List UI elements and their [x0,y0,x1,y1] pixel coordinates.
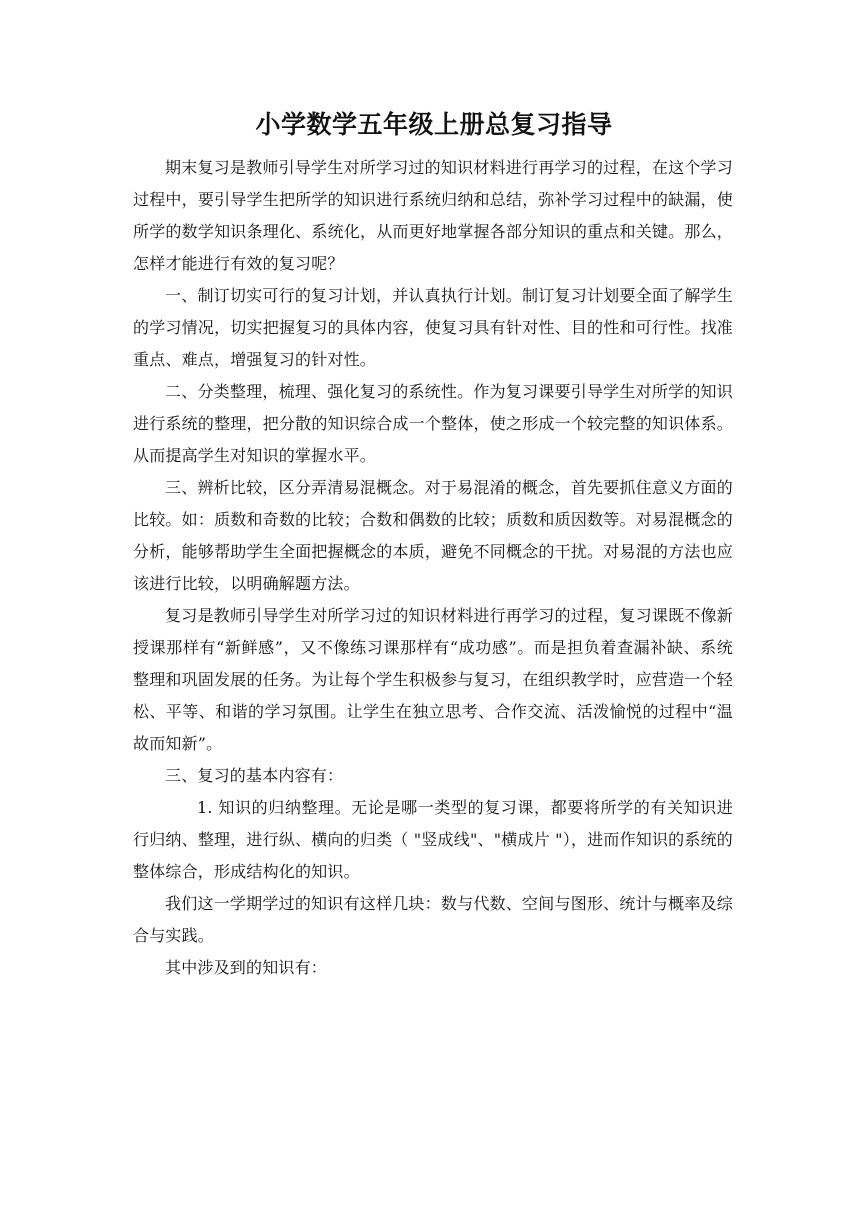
document-title: 小学数学五年级上册总复习指导 [255,110,613,139]
document-body [133,104,733,984]
paragraph-knowledge-summary: 1. 知识的归纳整理。无论是哪一类型的复习课，都要将所学的有关知识进行归纳、整理，进行纵、横向的归类（ "竖成线"、"横成片 "），进而作知识的系统的整体综合，形成结构化的知识。 [133,798,733,881]
paragraph-basic-content-heading: 三、复习的基本内容有： [165,766,344,785]
paragraph-classify: 二、分类整理，梳理、强化复习的系统性。作为复习课要引导学生对所学的知识进行系统的整理，把分散的知识综合成一个整体，使之形成一个较完整的知识体系。从而提高学生对知识的掌握水平。 [133,382,733,465]
paragraph-covered-knowledge: 其中涉及到的知识有： [165,958,328,977]
paragraph-review-nature: 复习是教师引导学生对所学习过的知识材料进行再学习的过程，复习课既不像新授课那样有“新鲜感”，又不像练习课那样有“成功感”。而是担负着查漏补缺、系统整理和巩固发展的任务。为让每个学生积极参与复习，在组织教学时，应营造一个轻松、平等、和谐的学习氛围。让学生在独立思考、合作交流、活泼愉悦的过程中“温故而知新”。 [133,606,733,753]
paragraph-semester-topics: 我们这一学期学过的知识有这样几块：数与代数、空间与图形、统计与概率及综合与实践。 [133,894,733,945]
paragraph-compare: 三、辨析比较，区分弄清易混概念。对于易混淆的概念，首先要抓住意义方面的比较。如：质数和奇数的比较；合数和偶数的比较；质数和质因数等。对易混概念的分析，能够帮助学生全面把握概念的本质，避免不同概念的干扰。对易混的方法也应该进行比较，以明确解题方法。 [133,478,733,593]
paragraph-plan: 一、制订切实可行的复习计划，并认真执行计划。制订复习计划要全面了解学生的学习情况，切实把握复习的具体内容，使复习具有针对性、目的性和可行性。找准重点、难点，增强复习的针对性。 [133,286,733,369]
paragraph-intro: 期末复习是教师引导学生对所学习过的知识材料进行再学习的过程，在这个学习过程中，要引导学生把所学的知识进行系统归纳和总结，弥补学习过程中的缺漏，使所学的数学知识条理化、系统化，从而更好地掌握各部分知识的重点和关键。那么，怎样才能进行有效的复习呢？ [133,158,733,273]
